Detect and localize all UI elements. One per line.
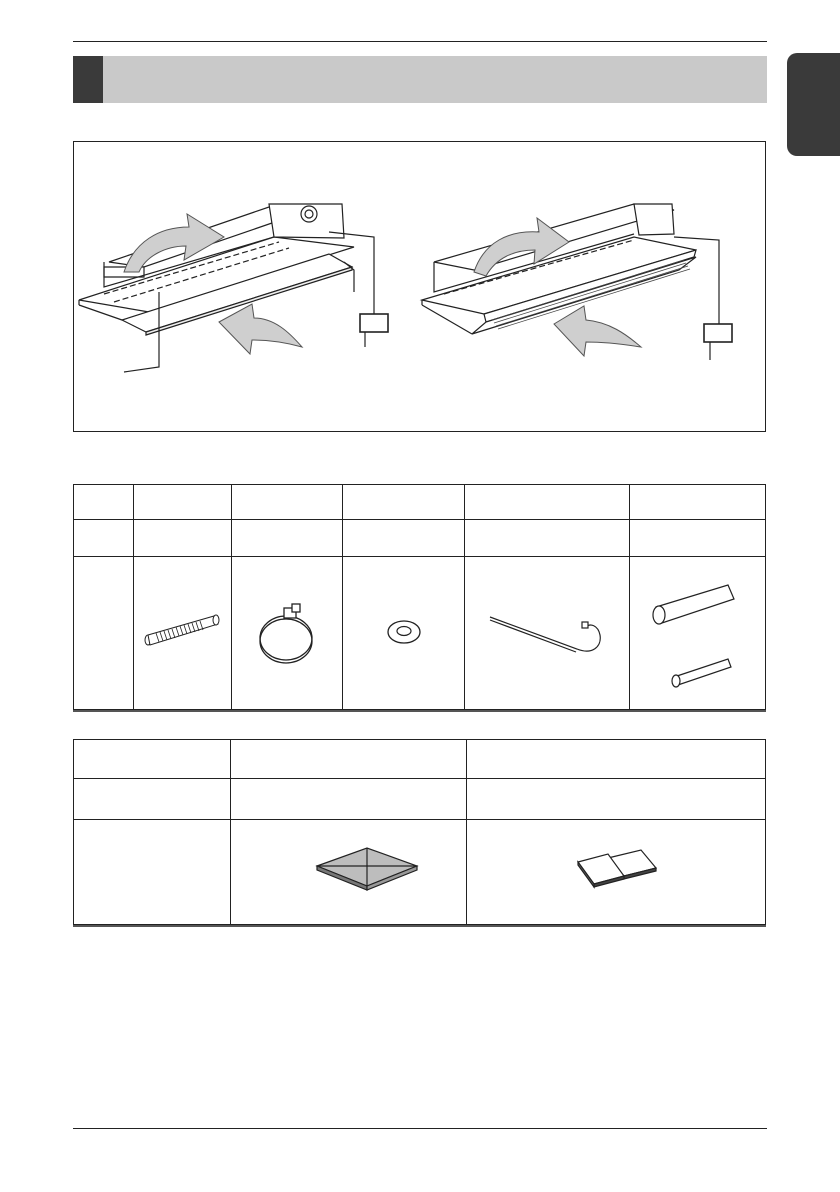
header-rule: [73, 41, 767, 42]
airflow-in-arrow-left-icon: [219, 304, 302, 354]
table-cell: [74, 820, 231, 925]
table-cell: [231, 779, 467, 820]
section-title-band: [73, 56, 767, 103]
table-cell: [74, 557, 134, 710]
table-cell: [74, 779, 231, 820]
cover-plate-icon: [309, 846, 429, 896]
table-cell: [343, 520, 465, 557]
section-marker: [73, 56, 103, 103]
table-cell: [465, 520, 629, 557]
table-cell: [629, 557, 765, 710]
table-row: [74, 520, 766, 557]
table-row: [74, 485, 766, 520]
table-cell: [74, 520, 134, 557]
table-header-cell: [74, 740, 231, 779]
table-header-cell: [466, 740, 765, 779]
table-cell: [343, 557, 465, 710]
unit-illustrations: [74, 142, 767, 433]
table-row: [74, 557, 766, 710]
table-header-cell: [629, 485, 765, 520]
sealing-pad-icon: [556, 846, 676, 896]
table-header-cell: [74, 485, 134, 520]
drain-hose-icon: [138, 602, 228, 662]
table-row: [74, 779, 766, 820]
table-header-cell: [134, 485, 232, 520]
table-cell: [629, 520, 765, 557]
unit-figure-box: [73, 141, 766, 432]
hose-clamp-icon: [252, 592, 322, 672]
accessories-table-2: [73, 739, 766, 925]
table-header-cell: [232, 485, 343, 520]
table-cell: [231, 820, 467, 925]
table-cell: [134, 557, 232, 710]
indoor-unit-left-icon: [79, 204, 388, 372]
footer-rule: [73, 1128, 767, 1129]
language-tab[interactable]: [787, 53, 840, 156]
table-cell: [232, 520, 343, 557]
airflow-in-arrow-right-icon: [554, 306, 641, 356]
table-cell: [465, 557, 629, 710]
insulation-pipe-icon: [642, 567, 752, 697]
table-header-cell: [465, 485, 629, 520]
washer-icon: [379, 612, 429, 652]
table-cell: [232, 557, 343, 710]
table-cell: [134, 520, 232, 557]
table-header-cell: [231, 740, 467, 779]
table-cell: [466, 820, 765, 925]
table-header-cell: [343, 485, 465, 520]
table-row: [74, 740, 766, 779]
accessories-table-1: [73, 484, 766, 710]
table-row: [74, 820, 766, 925]
cable-tie-icon: [482, 597, 612, 667]
table-cell: [466, 779, 765, 820]
